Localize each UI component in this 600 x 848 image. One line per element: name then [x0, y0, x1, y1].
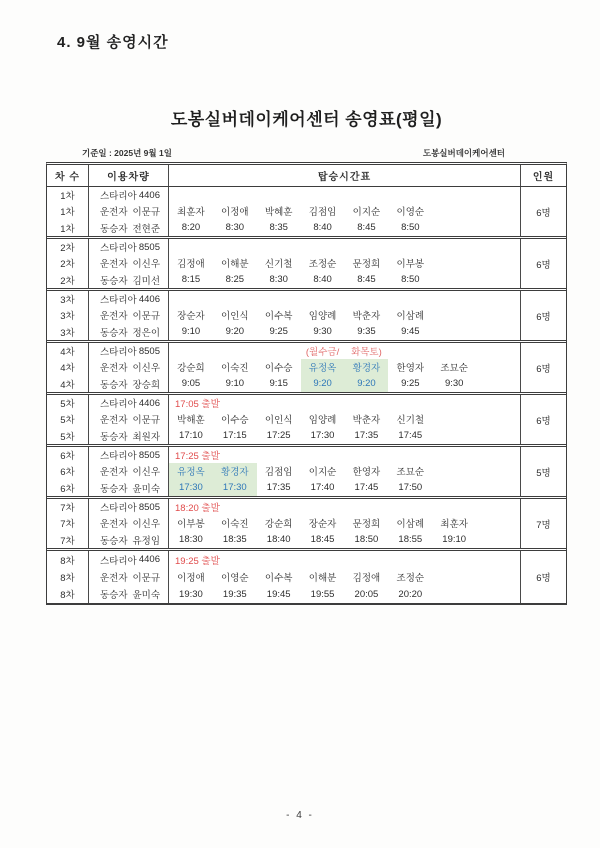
schedule-note-row [169, 343, 520, 359]
trip-number: 3차 [60, 327, 75, 339]
vehicle-number: 8505 [138, 345, 160, 357]
pickup-time: 8:45 [357, 222, 376, 234]
vehicle-model: 스타리아 [100, 503, 137, 515]
schedule-block [47, 395, 566, 447]
schedule-block [47, 551, 566, 603]
pickup-time [476, 532, 520, 548]
assistant-label: 동승자 [100, 431, 128, 443]
passenger-name: 이정애 [177, 572, 205, 584]
assistant-label: 동승자 [100, 379, 128, 391]
vehicle-model: 스타리아 [100, 347, 137, 359]
assistant-label: 동승자 [100, 483, 128, 495]
trip-number: 8차 [60, 590, 75, 602]
passenger-name-row [169, 359, 520, 375]
day-note [213, 343, 257, 359]
table-header-row [47, 165, 566, 187]
pickup-time: 17:30 [213, 480, 257, 496]
pickup-time: 9:25 [401, 378, 420, 390]
schedule-block [47, 499, 566, 551]
reference-date: 기준일 : 2025년 9월 1일 [82, 148, 172, 158]
passenger-name: 장순자 [308, 519, 337, 531]
trip-number: 8차 [60, 572, 75, 584]
passenger-name: 이영순 [396, 207, 425, 219]
passenger-name [476, 359, 520, 375]
header-vehicle: 이용차량 [89, 165, 169, 186]
pickup-time: 17:30 [169, 480, 213, 496]
passenger-count: 6명 [536, 363, 551, 375]
vehicle-model: 스타리아 [100, 451, 137, 463]
assistant-name: 정은이 [132, 327, 160, 339]
day-note [169, 343, 213, 359]
passenger-name: 이지순 [308, 467, 337, 479]
passenger-name [432, 203, 476, 219]
driver-label: 운전자 [100, 207, 128, 219]
passenger-name: 이수승 [221, 415, 249, 427]
trip-number: 4차 [60, 379, 75, 391]
day-note: 화목토) [351, 347, 382, 359]
passenger-name: 문정희 [352, 519, 381, 531]
schedule-note-row [169, 551, 520, 568]
pickup-time-row [169, 586, 520, 603]
pickup-time [432, 428, 476, 444]
pickup-time: 17:45 [354, 482, 379, 494]
pickup-time: 18:55 [398, 534, 423, 546]
trip-number: 7차 [60, 503, 75, 515]
trip-number: 7차 [60, 535, 75, 547]
passenger-name: 박혜훈 [264, 207, 293, 219]
passenger-name: 강순희 [177, 363, 205, 375]
passenger-name: 한영자 [352, 467, 381, 479]
driver-name: 이신우 [132, 467, 160, 479]
count-column [521, 499, 566, 548]
departure-note: 17:25 출발 [175, 451, 220, 463]
schedule-note-row [169, 239, 520, 255]
assistant-label: 동승자 [100, 223, 128, 235]
assistant-name: 김미선 [132, 275, 160, 287]
passenger-name: 조정순 [396, 572, 425, 584]
pickup-time: 8:30 [269, 274, 288, 286]
pickup-time: 8:50 [401, 274, 420, 286]
passenger-name: 이수복 [264, 572, 293, 584]
pickup-time: 8:45 [357, 274, 376, 286]
schedule-column [169, 187, 521, 236]
count-column [521, 551, 566, 603]
pickup-time: 9:20 [225, 326, 245, 338]
passenger-name [476, 515, 520, 531]
driver-name: 이신우 [132, 519, 160, 531]
passenger-name [476, 203, 520, 219]
passenger-name: 유정옥 [301, 359, 345, 375]
passenger-name: 이정애 [221, 207, 249, 219]
pickup-time: 17:40 [310, 482, 335, 494]
pickup-time: 17:45 [398, 430, 423, 442]
passenger-name: 이인식 [264, 415, 293, 427]
departure-note: 18:20 출발 [175, 503, 220, 515]
pickup-time: 9:30 [444, 378, 464, 390]
assistant-label: 동승자 [100, 535, 128, 547]
passenger-name: 박춘자 [352, 311, 381, 323]
pickup-time [476, 324, 520, 340]
pickup-time: 9:05 [181, 378, 201, 390]
trip-column [47, 343, 89, 392]
pickup-time: 9:20 [345, 376, 389, 392]
vehicle-number: 4406 [138, 554, 160, 566]
passenger-name [476, 255, 520, 271]
pickup-time: 8:25 [225, 274, 245, 286]
vehicle-column [89, 551, 169, 603]
driver-label: 운전자 [100, 363, 128, 375]
passenger-name-row [169, 515, 520, 531]
driver-name: 이문규 [132, 311, 160, 323]
driver-name: 이신우 [132, 363, 160, 375]
pickup-time [476, 428, 520, 444]
trip-number: 2차 [60, 275, 75, 287]
passenger-name-row [169, 255, 520, 271]
pickup-time: 18:35 [222, 534, 247, 546]
passenger-name: 신기철 [264, 259, 293, 271]
pickup-time [432, 480, 476, 496]
trip-number: 5차 [60, 431, 75, 443]
driver-name: 이문규 [132, 207, 160, 219]
pickup-time: 17:30 [310, 430, 335, 442]
trip-number: 7차 [60, 519, 75, 531]
passenger-name: 유정옥 [169, 463, 213, 479]
trip-number: 1차 [60, 191, 75, 203]
pickup-time: 19:45 [266, 588, 291, 600]
pickup-time-row [169, 376, 520, 392]
pickup-time: 8:30 [225, 222, 245, 234]
schedule-block [47, 447, 566, 499]
driver-label: 운전자 [100, 259, 128, 271]
assistant-name: 장승희 [132, 379, 160, 391]
count-column [521, 447, 566, 496]
day-note [388, 343, 432, 359]
table-meta [46, 147, 567, 159]
pickup-time-row [169, 220, 520, 236]
passenger-name: 박해훈 [177, 415, 205, 427]
trip-number: 5차 [60, 399, 75, 411]
pickup-time: 8:20 [181, 222, 201, 234]
pickup-time: 20:05 [354, 588, 379, 600]
passenger-name: 이삼례 [396, 519, 425, 531]
pickup-time: 8:40 [313, 274, 332, 286]
passenger-name: 조묘순 [440, 363, 468, 375]
count-column [521, 343, 566, 392]
trip-number: 6차 [60, 467, 75, 479]
vehicle-column [89, 239, 169, 288]
schedule-block [47, 187, 566, 239]
pickup-time: 17:35 [354, 430, 379, 442]
vehicle-number: 4406 [138, 189, 160, 201]
trip-number: 6차 [60, 483, 75, 495]
pickup-time [476, 220, 520, 236]
passenger-name: 박춘자 [352, 415, 381, 427]
passenger-name [432, 411, 476, 427]
assistant-label: 동승자 [100, 590, 128, 602]
trip-number: 1차 [60, 223, 75, 235]
passenger-count: 6명 [536, 415, 551, 427]
trip-number: 8차 [60, 555, 75, 567]
driver-label: 운전자 [100, 572, 128, 584]
trip-number: 2차 [60, 259, 75, 271]
trip-column [47, 187, 89, 236]
assistant-name: 윤미숙 [132, 590, 160, 602]
vehicle-column [89, 187, 169, 236]
schedule-column [169, 291, 521, 340]
passenger-name: 김정애 [177, 259, 205, 271]
passenger-count: 6명 [536, 207, 551, 219]
page-heading: 4. 9월 송영시간 [57, 34, 169, 51]
pickup-time: 9:45 [401, 326, 420, 338]
vehicle-number: 8505 [138, 241, 160, 253]
assistant-name: 유정임 [132, 535, 160, 547]
passenger-name-row [169, 203, 520, 219]
vehicle-model: 스타리아 [100, 191, 137, 203]
pickup-time: 19:10 [442, 534, 467, 546]
passenger-name [476, 411, 520, 427]
assistant-name: 윤미숙 [132, 483, 160, 495]
pickup-time: 9:20 [301, 376, 345, 392]
pickup-time: 8:35 [269, 222, 288, 234]
trip-column [47, 447, 89, 496]
passenger-name [476, 568, 520, 585]
trip-number: 3차 [60, 311, 75, 323]
passenger-count: 6명 [536, 259, 551, 271]
pickup-time: 9:10 [225, 378, 245, 390]
passenger-count: 7명 [536, 519, 551, 531]
pickup-time: 8:50 [401, 222, 420, 234]
schedule-block [47, 291, 566, 343]
driver-label: 운전자 [100, 519, 128, 531]
passenger-name: 최훈자 [440, 519, 468, 531]
passenger-count: 5명 [536, 467, 551, 479]
passenger-name: 문정희 [352, 259, 381, 271]
departure-note: 17:05 출발 [175, 399, 220, 411]
page-footer: - 4 - [286, 810, 314, 821]
schedule-column [169, 239, 521, 288]
day-note [432, 343, 476, 359]
header-count: 인원 [532, 172, 555, 183]
trip-column [47, 551, 89, 603]
schedule-column [169, 551, 521, 603]
pickup-time: 19:55 [310, 588, 335, 600]
passenger-name [432, 568, 476, 585]
pickup-time [432, 272, 476, 288]
passenger-name [432, 307, 476, 323]
passenger-name: 김점임 [264, 467, 293, 479]
pickup-time: 8:15 [181, 274, 201, 286]
pickup-time-row [169, 324, 520, 340]
passenger-name: 조묘순 [396, 467, 425, 479]
passenger-name: 최훈자 [177, 207, 205, 219]
pickup-time: 19:30 [179, 588, 203, 600]
pickup-time [432, 586, 476, 603]
driver-name: 이신우 [132, 259, 160, 271]
passenger-count: 6명 [536, 573, 551, 584]
trip-number: 4차 [60, 347, 75, 359]
passenger-name: 황경자 [345, 359, 389, 375]
passenger-name-row [169, 568, 520, 585]
trip-column [47, 291, 89, 340]
vehicle-model: 스타리아 [100, 555, 137, 567]
driver-label: 운전자 [100, 415, 128, 427]
header-schedule: 탑승시간표 [169, 165, 521, 186]
passenger-name: 이부봉 [396, 259, 425, 271]
schedule-document [46, 105, 567, 605]
pickup-time: 20:20 [398, 588, 423, 600]
pickup-time-row [169, 480, 520, 496]
pickup-time: 9:15 [269, 378, 288, 390]
vehicle-number: 4406 [138, 293, 160, 305]
pickup-time [476, 586, 520, 603]
passenger-name: 이영순 [221, 572, 249, 584]
passenger-name [476, 307, 520, 323]
day-note: (월수금/ [305, 347, 340, 359]
passenger-name: 이수승 [264, 363, 293, 375]
driver-label: 운전자 [100, 311, 128, 323]
pickup-time: 9:10 [181, 326, 201, 338]
assistant-name: 전현준 [132, 223, 160, 235]
assistant-name: 최원자 [132, 431, 160, 443]
schedule-column [169, 395, 521, 444]
trip-number: 4차 [60, 363, 75, 375]
pickup-time: 17:50 [398, 482, 423, 494]
table-blocks [47, 187, 566, 603]
count-column [521, 395, 566, 444]
assistant-label: 동승자 [100, 275, 128, 287]
count-column [521, 239, 566, 288]
pickup-time [476, 376, 520, 392]
pickup-time: 19:35 [222, 588, 247, 600]
pickup-time-row [169, 532, 520, 548]
vehicle-model: 스타리아 [100, 295, 137, 307]
passenger-name: 이해분 [221, 259, 249, 271]
pickup-time [476, 480, 520, 496]
trip-number: 2차 [60, 243, 75, 255]
passenger-name: 강순희 [264, 519, 293, 531]
schedule-block [47, 343, 566, 395]
passenger-name-row [169, 463, 520, 479]
vehicle-model: 스타리아 [100, 399, 137, 411]
pickup-time-row [169, 428, 520, 444]
pickup-time: 8:40 [313, 222, 332, 234]
passenger-name: 이숙진 [221, 363, 249, 375]
passenger-name: 김정애 [352, 572, 381, 584]
passenger-name: 장순자 [177, 311, 205, 323]
trip-number: 1차 [60, 207, 75, 219]
pickup-time [432, 324, 476, 340]
pickup-time: 17:25 [266, 430, 291, 442]
driver-name: 이문규 [132, 572, 160, 584]
schedule-note-row [169, 291, 520, 307]
pickup-time: 17:35 [266, 482, 291, 494]
schedule-column [169, 447, 521, 496]
departure-note: 19:25 출발 [175, 555, 220, 567]
schedule-note-row [169, 395, 520, 411]
vehicle-column [89, 499, 169, 548]
pickup-time [432, 220, 476, 236]
schedule-note-row [169, 499, 520, 515]
vehicle-model: 스타리아 [100, 243, 137, 255]
count-column [521, 291, 566, 340]
trip-number: 6차 [60, 451, 75, 463]
passenger-name: 이삼례 [396, 311, 425, 323]
passenger-name: 이해분 [308, 572, 337, 584]
count-column [521, 187, 566, 236]
passenger-name: 조정순 [308, 259, 337, 271]
pickup-time: 9:25 [269, 326, 288, 338]
passenger-name: 이지순 [352, 207, 381, 219]
pickup-time: 18:45 [310, 534, 335, 546]
pickup-time: 18:40 [266, 534, 291, 546]
trip-number: 5차 [60, 415, 75, 427]
passenger-name: 이인식 [221, 311, 249, 323]
schedule-block [47, 239, 566, 291]
organization-name: 도봉실버데이케어센터 [422, 148, 505, 158]
schedule-column [169, 499, 521, 548]
vehicle-column [89, 343, 169, 392]
schedule-note-row [169, 187, 520, 203]
assistant-label: 동승자 [100, 327, 128, 339]
pickup-time: 9:35 [357, 326, 376, 338]
pickup-time: 18:50 [354, 534, 379, 546]
passenger-name: 황경자 [213, 463, 257, 479]
day-note [257, 343, 301, 359]
trip-column [47, 499, 89, 548]
passenger-name: 이부봉 [177, 519, 205, 531]
passenger-name [476, 463, 520, 479]
passenger-name: 이수복 [264, 311, 293, 323]
schedule-column [169, 343, 521, 392]
passenger-name-row [169, 307, 520, 323]
trip-number: 3차 [60, 295, 75, 307]
vehicle-number: 8505 [138, 501, 160, 513]
passenger-name-row [169, 411, 520, 427]
passenger-name: 이숙진 [221, 519, 249, 531]
pickup-time: 17:10 [179, 430, 203, 442]
driver-label: 운전자 [100, 467, 128, 479]
pickup-time [476, 272, 520, 288]
passenger-name: 김점임 [308, 207, 337, 219]
header-trip: 차 수 [47, 165, 89, 186]
vehicle-column [89, 291, 169, 340]
passenger-name: 신기철 [396, 415, 425, 427]
passenger-name: 임양례 [308, 311, 337, 323]
pickup-time-row [169, 272, 520, 288]
vehicle-number: 4406 [138, 397, 160, 409]
day-note [476, 343, 520, 359]
passenger-name [432, 463, 476, 479]
passenger-name [432, 255, 476, 271]
passenger-count: 6명 [536, 311, 551, 323]
vehicle-column [89, 395, 169, 444]
trip-column [47, 239, 89, 288]
passenger-name: 임양례 [308, 415, 337, 427]
schedule-table [46, 162, 567, 605]
passenger-name: 한영자 [396, 363, 425, 375]
schedule-note-row [169, 447, 520, 463]
pickup-time: 17:15 [222, 430, 247, 442]
table-title: 도봉실버데이케어센터 송영표(평일) [170, 110, 443, 129]
trip-column [47, 395, 89, 444]
pickup-time: 9:30 [313, 326, 332, 338]
vehicle-number: 8505 [138, 449, 160, 461]
vehicle-column [89, 447, 169, 496]
driver-name: 이문규 [132, 415, 160, 427]
pickup-time: 18:30 [179, 534, 203, 546]
